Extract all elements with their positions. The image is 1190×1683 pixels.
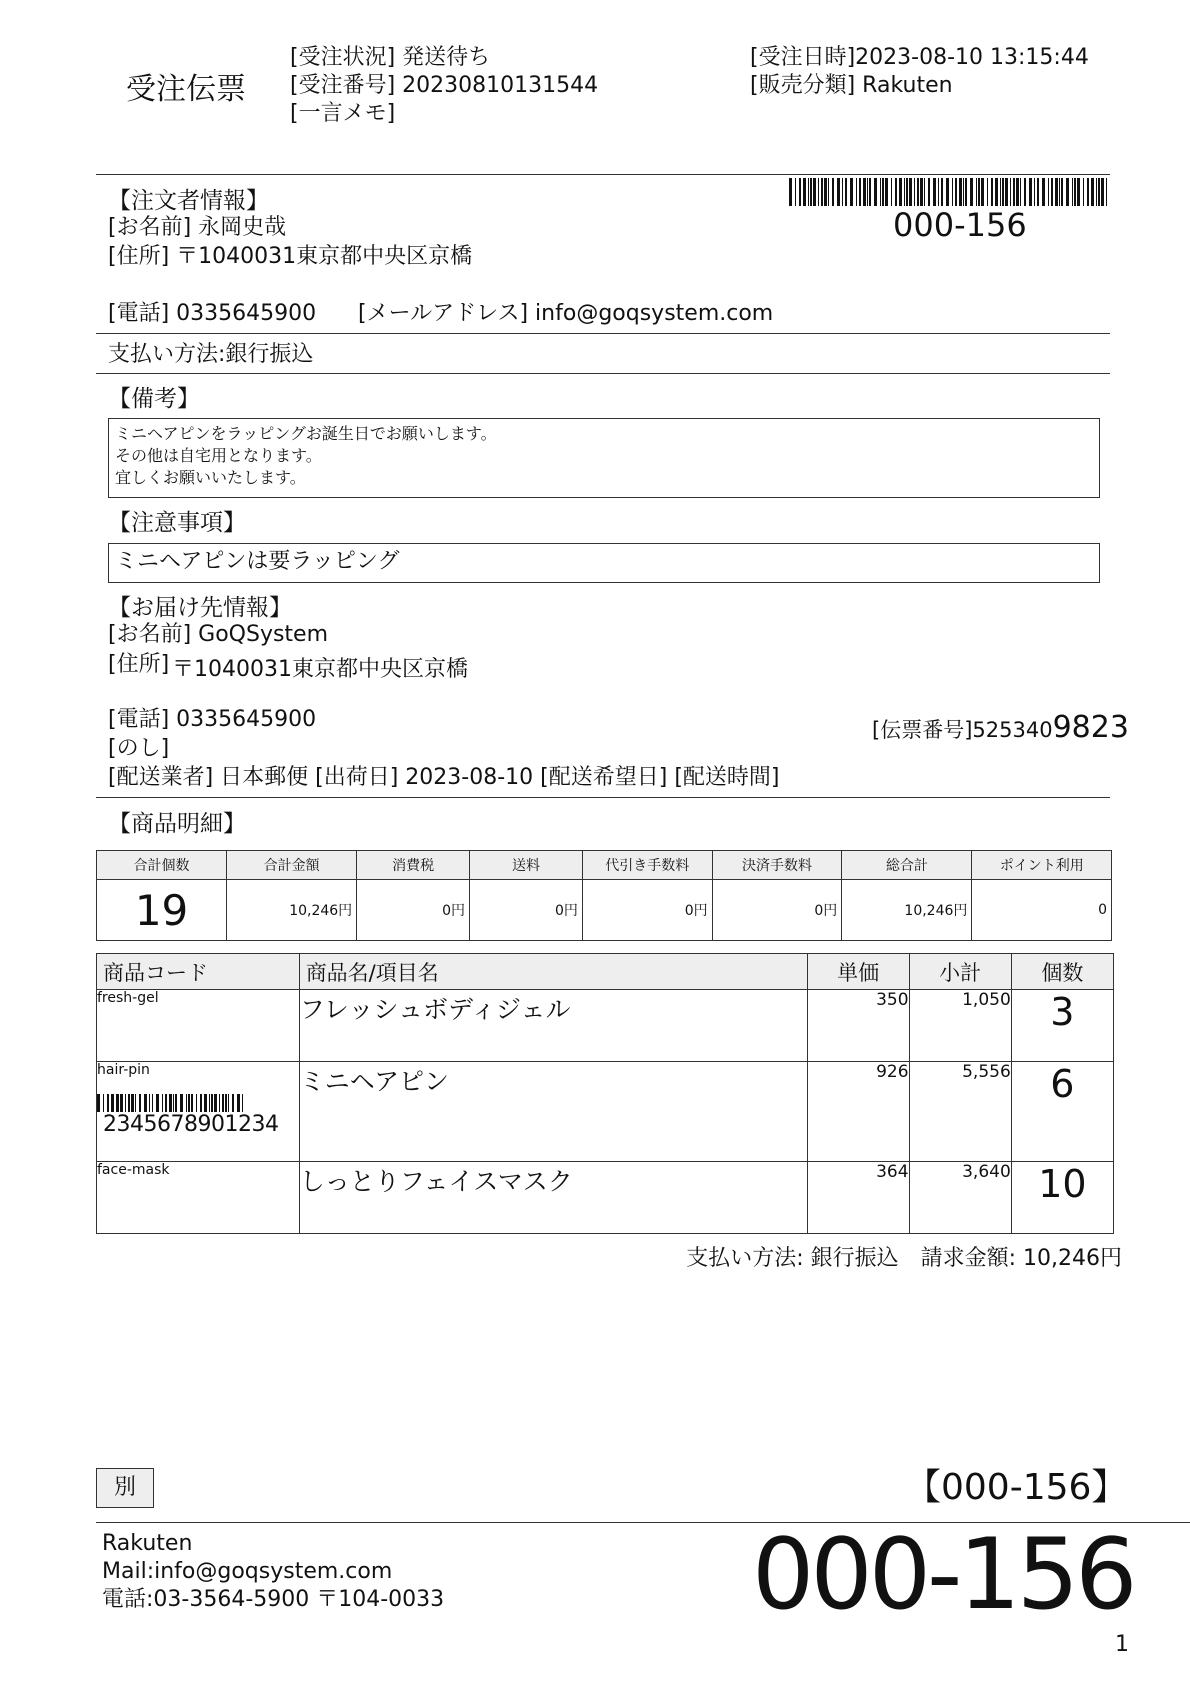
barcode-bar [1074, 178, 1076, 206]
barcode-bar [149, 1094, 150, 1112]
barcode-bar [863, 178, 866, 206]
delivery-name: [お名前] GoQSystem [108, 622, 329, 647]
delivery-address-label: [住所] [108, 652, 170, 677]
barcode-bar [204, 1094, 207, 1112]
item-qty: 3 [1011, 990, 1113, 1062]
barcode-bar [789, 178, 792, 206]
barcode-bar [186, 1094, 187, 1112]
barcode-bar [821, 178, 823, 206]
barcode-bar [976, 178, 977, 206]
barcode-bar [1002, 178, 1004, 206]
barcode-bar [1059, 178, 1060, 206]
barcode-bar [1061, 178, 1063, 206]
summary-header: 決済手数料 [712, 851, 842, 880]
barcode-bar [824, 178, 827, 206]
summary-value: 19 [97, 880, 227, 941]
item-barcode [97, 1094, 245, 1112]
barcode-bar [1013, 178, 1015, 206]
barcode-bar [128, 1094, 130, 1112]
barcode-bar [867, 178, 868, 206]
barcode-bar [225, 1094, 228, 1112]
barcode-bar [175, 1094, 177, 1112]
barcode-bar [914, 178, 915, 206]
barcode-bar [120, 1094, 123, 1112]
barcode-bar [963, 178, 964, 206]
summary-header: 合計個数 [97, 851, 227, 880]
orderer-email: [メールアドレス] info@goqsystem.com [358, 301, 774, 326]
item-qty: 6 [1011, 1062, 1113, 1162]
barcode-number: 000-156 [893, 206, 1027, 244]
barcode-bar [169, 1094, 172, 1112]
barcode-bar [1029, 178, 1032, 206]
barcode-bar [946, 178, 949, 206]
items-header: 単価 [807, 954, 909, 990]
barcode-bar [1106, 178, 1107, 206]
summary-value: 0円 [712, 880, 842, 941]
barcode-bar [162, 1094, 163, 1112]
delivery-noshi: [のし] [108, 736, 170, 761]
order-datetime: [受注日時]2023-08-10 13:15:44 [750, 45, 1089, 70]
barcode-bar [828, 178, 829, 206]
barcode-bar [191, 1094, 194, 1112]
barcode-bar [906, 178, 908, 206]
barcode-bar [117, 1094, 119, 1112]
barcode-bar [1098, 178, 1100, 206]
items-table [96, 953, 1114, 1234]
barcode-bar [837, 178, 840, 206]
item-name: ミニヘアピン [299, 1062, 807, 1162]
item-jan: 2345678901234 [103, 1112, 279, 1137]
barcode-bar [859, 178, 861, 206]
barcode-bar [909, 178, 912, 206]
barcode-bar [131, 1094, 134, 1112]
barcode-bar [135, 1094, 136, 1112]
barcode-bar [869, 178, 871, 206]
barcode-bar [1016, 178, 1019, 206]
footer-contact: 電話:03-3564-5900 〒104-0033 [102, 1587, 445, 1612]
summary-value: 0円 [470, 880, 583, 941]
page-number: 1 [1115, 1632, 1129, 1657]
barcode-bar [1096, 178, 1097, 206]
barcode-bar [1042, 178, 1045, 206]
footer-bracket-number: 【000-156】 [905, 1467, 1128, 1508]
order-status: [受注状況] 発送待ち [290, 45, 491, 70]
remarks-line: その他は自宅用となります。 [115, 446, 322, 465]
barcode-bar [1077, 178, 1080, 206]
barcode-bar [1072, 178, 1073, 206]
barcode-bar [874, 178, 877, 206]
barcode-bar [97, 1094, 100, 1112]
remarks-line: 宜しくお願いいたします。 [115, 468, 306, 487]
items-header: 個数 [1011, 954, 1113, 990]
barcode-bar [991, 178, 993, 206]
barcode-bar [116, 1094, 117, 1112]
item-subtotal: 1,050 [909, 990, 1011, 1062]
summary-header: 送料 [470, 851, 583, 880]
remarks-box [108, 418, 1100, 498]
items-header: 商品コード [97, 954, 300, 990]
barcode-bar [813, 178, 816, 206]
barcode-bar [959, 178, 962, 206]
barcode-bar [232, 1094, 234, 1112]
barcode-bar [139, 1094, 141, 1112]
barcode-bar [1055, 178, 1058, 206]
barcode-bar [917, 178, 919, 206]
barcode-bar [222, 1094, 224, 1112]
barcode-bar [978, 178, 980, 206]
slip-number [872, 710, 1129, 745]
barcode-bar [920, 178, 923, 206]
barcode-bar [1005, 178, 1008, 206]
barcode-bar [1066, 178, 1069, 206]
notes-section-title: 【注意事項】 [108, 510, 246, 536]
barcode-bar [924, 178, 925, 206]
item-name: しっとりフェイスマスク [299, 1162, 807, 1234]
page-title: 受注伝票 [126, 72, 246, 107]
barcode-bar [899, 178, 902, 206]
delivery-address: 〒1040031東京都中央区京橋 [172, 657, 468, 682]
orderer-section-title: 【注文者情報】 [108, 188, 269, 214]
item-code: hair-pin [97, 1062, 150, 1078]
barcode-bar [156, 1094, 159, 1112]
barcode-bar [188, 1094, 190, 1112]
footer-big-number: 000-156 [752, 1518, 1134, 1632]
notes-text: ミニヘアピンは要ラッピング [115, 549, 400, 574]
delivery-section-title: 【お届け先情報】 [108, 595, 292, 621]
barcode-bar [103, 1094, 104, 1112]
barcode-bar [1048, 178, 1049, 206]
barcode-bar [200, 1094, 202, 1112]
item-code-cell [97, 1062, 300, 1162]
barcode-bar [1037, 178, 1039, 206]
barcode-bar [107, 1094, 109, 1112]
barcode-bar [850, 178, 853, 206]
slip-number-label: [伝票番号]525340 [872, 718, 1053, 742]
barcode-bar [818, 178, 819, 206]
barcode-bar [845, 178, 847, 206]
barcode-bar [125, 1094, 126, 1112]
item-subtotal: 3,640 [909, 1162, 1011, 1234]
barcode-bar [938, 178, 939, 206]
item-name: フレッシュボディジェル [299, 990, 807, 1062]
orderer-name: [お名前] 永岡史哉 [108, 215, 287, 240]
remarks-section-title: 【備考】 [108, 386, 200, 412]
order-barcode [789, 178, 1115, 206]
summary-value: 0円 [357, 880, 470, 941]
barcode-bar [173, 1094, 174, 1112]
barcode-bar [795, 178, 796, 206]
barcode-bar [810, 178, 812, 206]
barcode-bar [242, 1094, 243, 1112]
barcode-bar [970, 178, 973, 206]
summary-header: 総合計 [842, 851, 972, 880]
barcode-bar [214, 1094, 217, 1112]
order-memo: [一言メモ] [290, 101, 396, 126]
item-code: fresh-gel [97, 990, 300, 1062]
barcode-bar [1083, 178, 1084, 206]
orderer-address: [住所] 〒1040031東京都中央区京橋 [108, 244, 473, 269]
slip-number-tail: 9823 [1052, 710, 1129, 745]
summary-table [96, 850, 1112, 941]
barcode-bar [965, 178, 967, 206]
barcode-bar [895, 178, 897, 206]
barcode-bar [808, 178, 809, 206]
barcode-bar [885, 178, 888, 206]
barcode-bar [842, 178, 843, 206]
barcode-bar [952, 178, 953, 206]
barcode-bar [1000, 178, 1001, 206]
barcode-bar [211, 1094, 213, 1112]
barcode-bar [219, 1094, 220, 1112]
summary-header: 消費税 [357, 851, 470, 880]
delivery-shipping: [配送業者] 日本郵便 [出荷日] 2023-08-10 [配送希望日] [配送時間] [108, 765, 780, 790]
summary-header: 代引き手数料 [582, 851, 712, 880]
summary-value: 0円 [582, 880, 712, 941]
barcode-bar [882, 178, 884, 206]
totals-line: 支払い方法: 銀行振込 請求金額: 10,246円 [686, 1246, 1122, 1271]
summary-header: ポイント利用 [972, 851, 1112, 880]
barcode-bar [891, 178, 892, 206]
barcode-bar [904, 178, 905, 206]
barcode-bar [803, 178, 806, 206]
summary-value: 0 [972, 880, 1112, 941]
barcode-bar [832, 178, 834, 206]
barcode-bar [928, 178, 930, 206]
barcode-bar [1020, 178, 1021, 206]
items-header: 商品名/項目名 [299, 954, 807, 990]
barcode-bar [228, 1094, 229, 1112]
delivery-phone: [電話] 0335645900 [108, 707, 317, 732]
barcode-bar [1051, 178, 1053, 206]
barcode-bar [856, 178, 857, 206]
payment-method: 支払い方法:銀行振込 [108, 342, 314, 367]
table-row [97, 1062, 1114, 1162]
details-section-title: 【商品明細】 [108, 811, 246, 837]
item-qty: 10 [1011, 1162, 1113, 1234]
item-price: 926 [807, 1062, 909, 1162]
barcode-bar [995, 178, 998, 206]
barcode-bar [987, 178, 988, 206]
barcode-bar [1024, 178, 1026, 206]
barcode-bar [196, 1094, 197, 1112]
barcode-bar [955, 178, 957, 206]
notes-box [108, 543, 1100, 583]
sales-category: [販売分類] Rakuten [750, 73, 953, 98]
barcode-bar [165, 1094, 167, 1112]
remarks-line: ミニヘアピンをラッピングお誕生日でお願いします。 [115, 424, 497, 443]
barcode-bar [1101, 178, 1104, 206]
summary-value: 10,246円 [227, 880, 357, 941]
barcode-bar [1087, 178, 1089, 206]
barcode-bar [941, 178, 943, 206]
summary-header: 合計金額 [227, 851, 357, 880]
barcode-bar [933, 178, 936, 206]
barcode-bar [1034, 178, 1035, 206]
item-code: face-mask [97, 1162, 300, 1234]
barcode-bar [799, 178, 801, 206]
barcode-bar [144, 1094, 147, 1112]
summary-value: 10,246円 [842, 880, 972, 941]
item-subtotal: 5,556 [909, 1062, 1011, 1162]
table-row [97, 1162, 1114, 1234]
barcode-bar [237, 1094, 240, 1112]
footer-shop: Rakuten [102, 1531, 193, 1556]
barcode-bar [180, 1094, 183, 1112]
item-price: 350 [807, 990, 909, 1062]
table-row [97, 990, 1114, 1062]
order-number: [受注番号] 20230810131544 [290, 73, 599, 98]
barcode-bar [209, 1094, 210, 1112]
barcode-bar [1010, 178, 1011, 206]
barcode-bar [152, 1094, 154, 1112]
barcode-bar [1091, 178, 1094, 206]
footer-mail: Mail:info@goqsystem.com [102, 1559, 393, 1584]
orderer-phone: [電話] 0335645900 [108, 301, 317, 326]
items-header: 小計 [909, 954, 1011, 990]
item-price: 364 [807, 1162, 909, 1234]
barcode-bar [981, 178, 984, 206]
badge: 別 [96, 1468, 154, 1508]
barcode-bar [880, 178, 881, 206]
barcode-bar [111, 1094, 114, 1112]
